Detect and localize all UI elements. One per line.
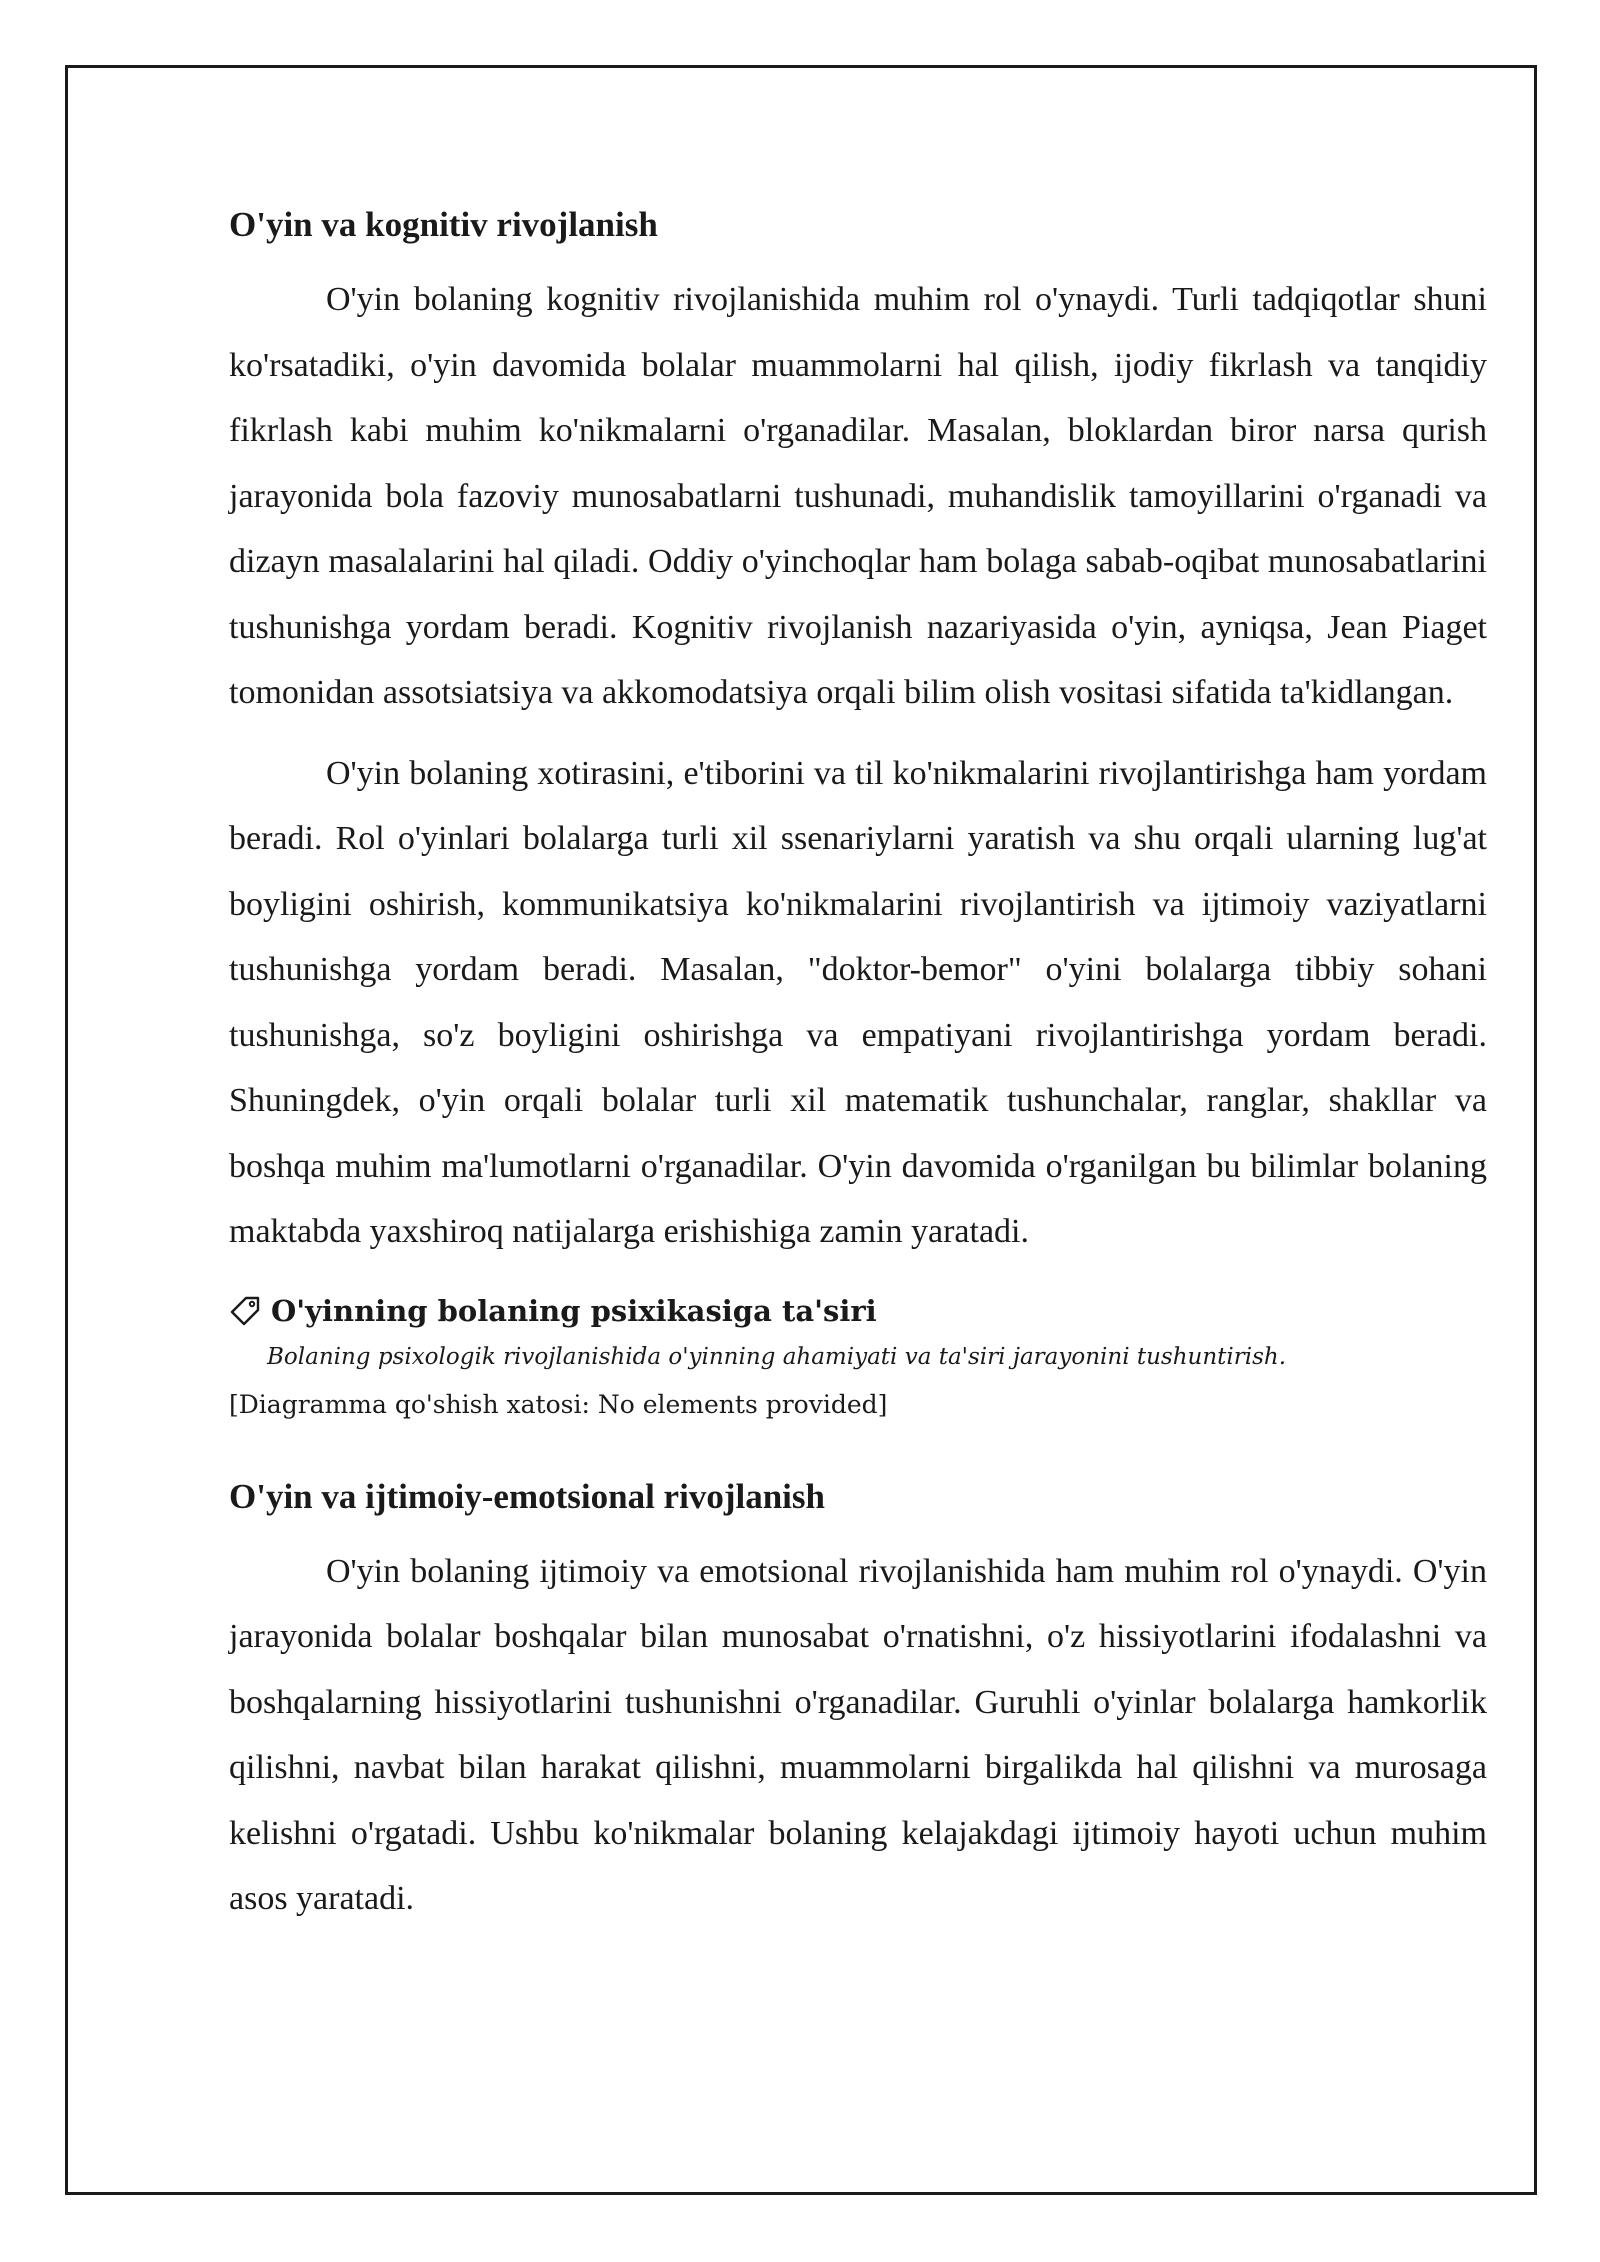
diagram-error-message: [Diagramma qo'shish xatosi: No elements provided] <box>229 1389 888 1419</box>
tag-icon <box>229 1295 261 1327</box>
diagram-block <box>229 1289 1487 1427</box>
diagram-title: O'yinning bolaning psixikasiga ta'siri <box>271 1293 877 1328</box>
paragraph-cognitive-2: O'yin bolaning xotirasini, e'tiborini va til ko'nikmalarini rivojlantirishga ham yordam beradi. Rol o'yinlari bolalarga turli xil ssenariylarni yaratish va shu orqali ularning lug'at boyligini oshirish, kommunikatsiya ko'nikmalarini rivojlantirish va ijtimoiy vaziyatlarni tushunishga yordam beradi. Masalan, "doktor-bemor" o'yini bolalarga tibbiy sohani tushunishga, so'z boyligini oshirishga va empatiyani rivojlantirishga yordam beradi. Shuningdek, o'yin orqali bolalar turli xil matematik tushunchalar, ranglar, shakllar va boshqa muhim ma'lumotlarni o'rganadilar. O'yin davomida o'rganilgan bu bilimlar bolaning maktabda yaxshiroq natijalarga erishishiga zamin yaratadi. <box>229 754 1487 1250</box>
document-content <box>229 195 1487 1932</box>
paragraph-cognitive-1: O'yin bolaning kognitiv rivojlanishida muhim rol o'ynaydi. Turli tadqiqotlar shuni ko'rsatadiki, o'yin davomida bolalar muammolarni hal qilish, ijodiy fikrlash va tanqidiy fikrlash kabi muhim ko'nikmalarni o'rganadilar. Masalan, bloklardan biror narsa qurish jarayonida bola fazoviy munosabatlarni tushunadi, muhandislik tamoyillarini o'rganadi va dizayn masalalarini hal qiladi. Oddiy o'yinchoqlar ham bolaga sabab-oqibat munosabatlarini tushunishga yordam beradi. Kognitiv rivojlanish nazariyasida o'yin, ayniqsa, Jean Piaget tomonidan assotsiatsiya va akkomodatsiya orqali bilim olish vositasi sifatida ta'kidlangan. <box>229 281 1487 711</box>
section-heading-cognitive: O'yin va kognitiv rivojlanish <box>229 205 658 244</box>
paragraph-social-1: O'yin bolaning ijtimoiy va emotsional rivojlanishida ham muhim rol o'ynaydi. O'yin jarayonida bolalar boshqalar bilan munosabat o'rnatishni, o'z hissiyotlarini ifodalashni va boshqalarning hissiyotlarini tushunishni o'rganadilar. Guruhli o'yinlar bolalarga hamkorlik qilishni, navbat bilan harakat qilishni, muammolarni birgalikda hal qilishni va murosaga kelishni o'rgatadi. Ushbu ko'nikmalar bolaning kelajakdagi ijtimoiy hayoti uchun muhim asos yaratadi. <box>229 1552 1487 1917</box>
section-heading-social-emotional: O'yin va ijtimoiy-emotsional rivojlanish <box>229 1476 825 1516</box>
diagram-caption: Bolaning psixologik rivojlanishida o'yinning ahamiyati va ta'siri jarayonini tushuntirish. <box>267 1343 1287 1370</box>
diagram-title-row <box>229 1289 1487 1333</box>
